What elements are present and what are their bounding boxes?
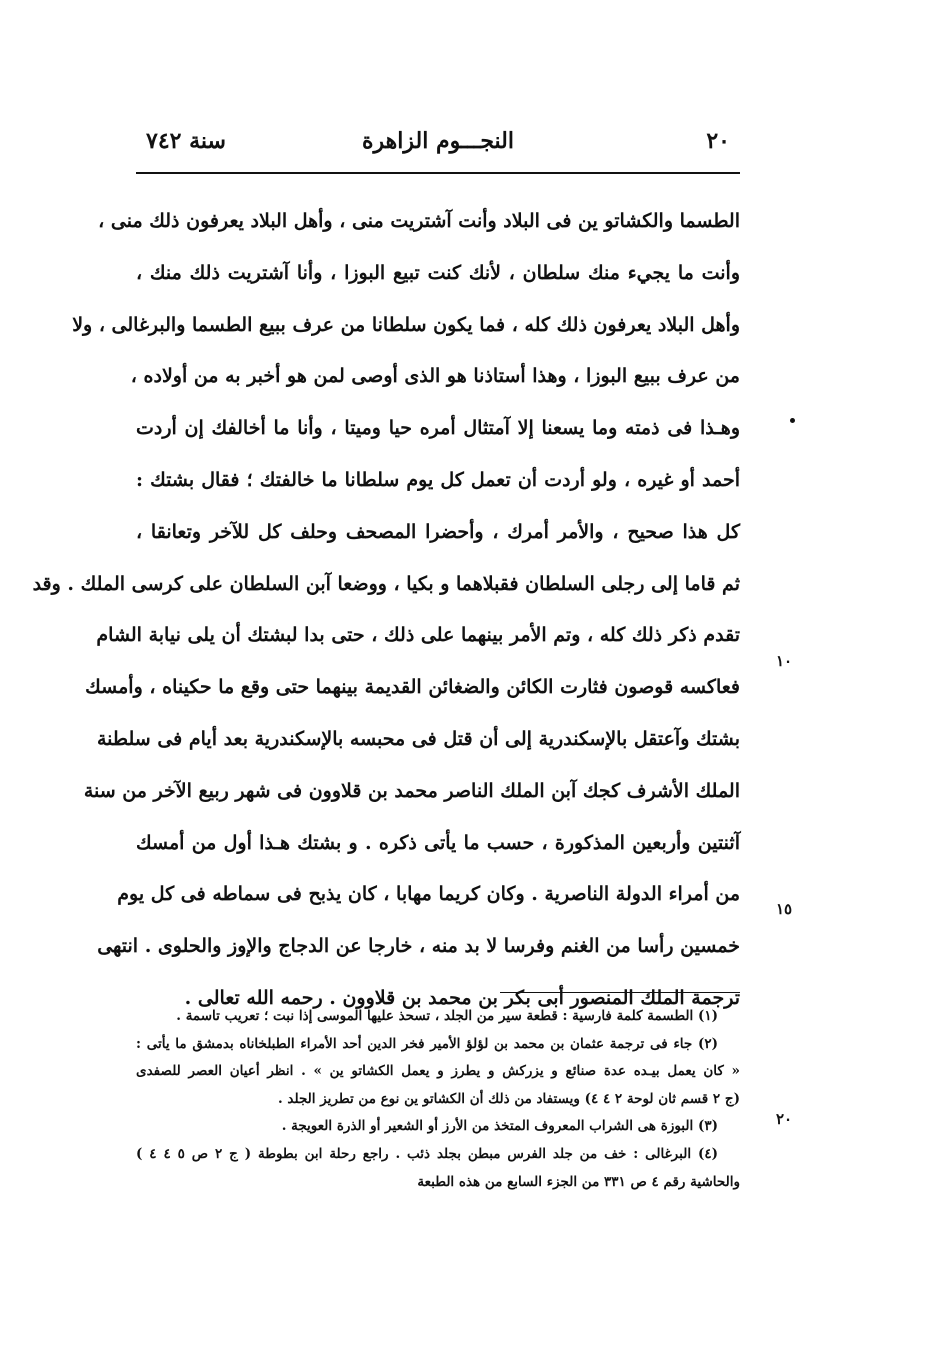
footnote-rule xyxy=(500,992,740,993)
footnotes xyxy=(136,1003,740,1196)
body-line: وأهل البلاد يعرفون ذلك كله ، فما يكون سلطانا من عرف ببيع الطسما والبرغالى ، ولا xyxy=(72,313,740,336)
footnote-line: (ج ٢ قسم ثان لوحة ٢ ٤ ٤) ويستفاد من ذلك أن الكشاتو ين نوع من تطريز الجلد . xyxy=(278,1090,740,1107)
body-line: أحمد أو غيره ، ولو أردت أن تعمل كل يوم سلطانا ما خالفتك ؛ فقال بشتك : xyxy=(136,468,740,491)
line-number-fifteen: ١٥ xyxy=(776,900,793,918)
book-title: النجـــوم الزاهرة xyxy=(362,128,514,154)
line-marker-five xyxy=(790,418,795,423)
line-number-ten: ١٠ xyxy=(776,652,793,670)
running-header xyxy=(138,128,738,164)
year-label: سنة ٧٤٢ xyxy=(146,128,226,154)
body-line: من أمراء الدولة الناصرية . وكان كريما مهابا ، كان يذبح فى سماطه فى كل يوم xyxy=(117,883,740,906)
body-line: بشتك وآعتقل بالإسكندرية إلى أن قتل فى محبسه بالإسكندرية بعد أيام فى سلطنة xyxy=(96,727,740,750)
body-line: وهـذا فى ذمته وما يسعنا إلا آمتثال أمره حيا وميتا ، وأنا ما أخالفك إن أردت xyxy=(136,417,740,440)
body-line: ثم قاما إلى رجلى السلطان فقبلاهما و بكيا ، ووضعا آبن السلطان على كرسى الملك . وقد xyxy=(32,572,740,595)
body-line: الملك الأشرف كجك آبن الملك الناصر محمد بن قلاوون فى شهر ربيع الآخر من سنة xyxy=(83,779,740,802)
body-line: ترجمة الملك المنصور أبى بكر بن محمد بن قلاوون . رحمه الله تعالى . xyxy=(184,986,740,1009)
body-line: وأنت ما يجيء منك سلطان ، لأنك كنت تبيع البوزا ، وأنا آشتريت ذلك منك ، xyxy=(136,261,740,284)
body-line: آثنتين وأربعين المذكورة ، حسب ما يأتى ذكره . و بشتك هـذا أول من أمسك xyxy=(136,831,740,854)
footnote-line: (٣) البوزة هى الشراب المعروف المتخذ من الأرز أو الشعير أو الذرة العويجة . xyxy=(281,1118,718,1135)
footnote-line: (٤) البرغالى : خف من جلد الفرس مبطن بجلد ذئب . راجع رحلة ابن بطوطة ( ج ٢ ص ٥ ٤ ٤ ) xyxy=(136,1145,719,1162)
body-line: تقدم ذكر ذلك كله ، وتم الأمر بينهما على ذلك ، حتى بدا لبشتك أن يلى نيابة الشام xyxy=(96,624,740,647)
body-line: من عرف ببيع البوزا ، وهذا أستاذنا هو الذى أوصى لمن هو أخبر به من أولاده ، xyxy=(130,365,740,388)
page-number: ٢٠ xyxy=(706,128,730,154)
body-text xyxy=(32,196,740,1025)
footnote-line: (٢) جاء فى ترجمة عثمان بن محمد بن لؤلؤ الأمير فخر الدين أحد الأمراء الطبلخاناه بدمشق ما يأتى : xyxy=(136,1035,718,1052)
body-line: كل هذا صحيح ، والأمر أمرك ، وأحضرا المصحف وحلف كل للآخر وتعانقا ، xyxy=(136,520,740,543)
footnote-line: « كان يعمل بيـده عدة صنائع و يزركش و يطرز و يعمل الكشاتو ين » . انظر أعيان العصر للصفدى xyxy=(136,1063,740,1080)
line-number-twenty: ٢٠ xyxy=(776,1110,793,1128)
body-line: فعاكسه قوصون فثارت الكائن والضغائن القديمة بينهما حتى وقع ما حكيناه ، وأمسك xyxy=(85,676,740,699)
body-line: الطسما والكشاتو ين فى البلاد وأنت آشتريت منى ، وأهل البلاد يعرفون ذلك منى ، xyxy=(98,210,740,232)
header-rule xyxy=(136,172,740,174)
footnote-line: والحاشية رقم ٤ ص ٣٣١ من الجزء السابع من هذه الطبعة xyxy=(417,1173,740,1190)
body-line: خمسين رأسا من الغنم وفرسا لا بد منه ، خارجا عن الدجاج والإوز والحلوى . انتهى xyxy=(97,935,740,958)
footnote-line: (١) الطسمة كلمة فارسية : قطعة سير من الجلد ، تسحذ عليها الموسى إذا نبت ؛ تعريب تاسمة . xyxy=(176,1008,718,1024)
